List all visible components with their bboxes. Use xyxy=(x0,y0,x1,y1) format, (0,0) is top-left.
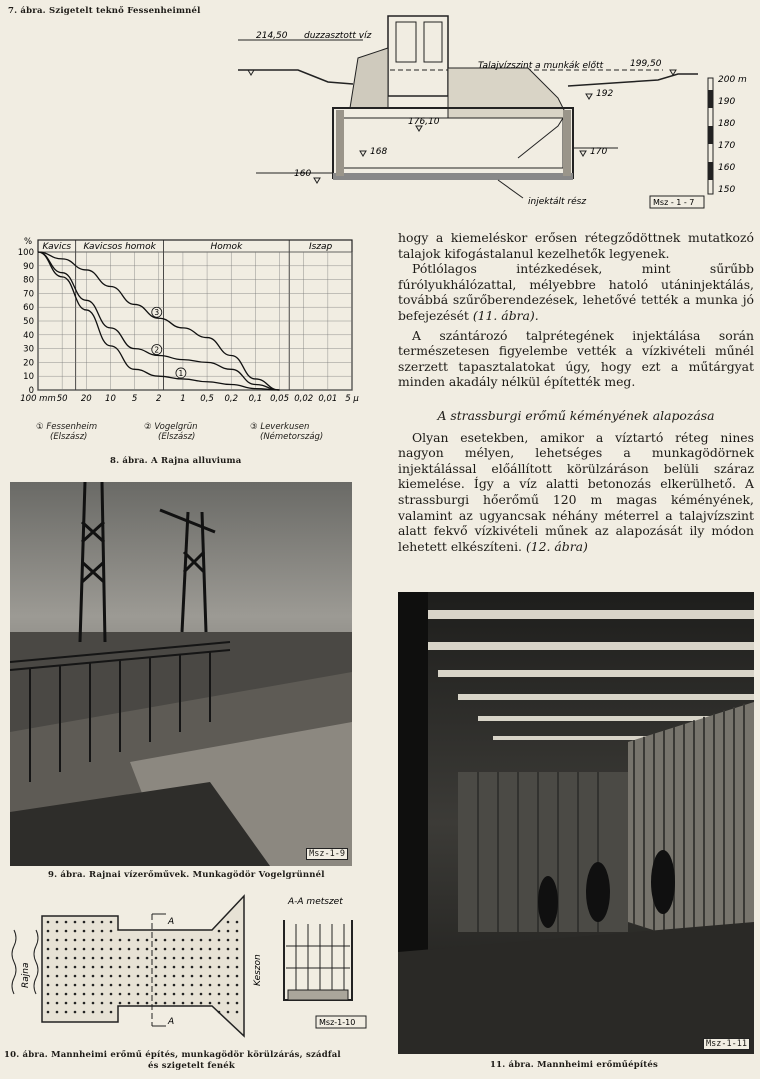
fig8-x-tick: 10 xyxy=(105,394,116,404)
injection-hole-dot xyxy=(47,921,50,924)
injection-hole-dot xyxy=(56,993,59,996)
injection-hole-dot xyxy=(74,966,77,969)
fig11-caption: 11. ábra. Mannheimi erőműépítés xyxy=(490,1060,659,1070)
injection-hole-dot xyxy=(191,966,194,969)
injection-hole-dot xyxy=(218,966,221,969)
fig7-level-168: 168 xyxy=(370,147,388,157)
injection-hole-dot xyxy=(164,948,167,951)
injection-hole-dot xyxy=(200,984,203,987)
injection-hole-dot xyxy=(227,975,230,978)
fig7-caption: 7. ábra. Szigetelt teknő Fessenheimnél xyxy=(8,6,201,16)
injection-hole-dot xyxy=(83,966,86,969)
fig7-scale-180: 180 xyxy=(718,119,736,129)
injection-hole-dot xyxy=(182,939,185,942)
legend-3-sub: (Németország) xyxy=(260,432,324,442)
injection-hole-dot xyxy=(191,939,194,942)
injection-hole-dot xyxy=(110,948,113,951)
fig8-x-tick: 5 μ xyxy=(345,394,359,404)
fig7-level-176: 176,10 xyxy=(408,117,440,127)
injection-hole-dot xyxy=(209,948,212,951)
injection-hole-dot xyxy=(227,1011,230,1014)
injection-hole-dot xyxy=(101,957,104,960)
injection-hole-dot xyxy=(173,957,176,960)
injection-hole-dot xyxy=(92,984,95,987)
injection-hole-dot xyxy=(110,930,113,933)
injection-hole-dot xyxy=(47,984,50,987)
injection-hole-dot xyxy=(128,975,131,978)
injection-hole-dot xyxy=(119,993,122,996)
injection-hole-dot xyxy=(182,1002,185,1005)
injection-hole-dot xyxy=(92,948,95,951)
injection-hole-dot xyxy=(218,930,221,933)
injection-hole-dot xyxy=(191,1002,194,1005)
injection-hole-dot xyxy=(191,984,194,987)
injection-hole-dot xyxy=(236,993,239,996)
injection-hole-dot xyxy=(83,957,86,960)
injection-hole-dot xyxy=(47,975,50,978)
injection-hole-dot xyxy=(146,984,149,987)
injection-hole-dot xyxy=(110,966,113,969)
injection-hole-dot xyxy=(92,930,95,933)
fig11-tag: Msz-1-11 xyxy=(703,1038,750,1050)
injection-hole-dot xyxy=(164,939,167,942)
fig7-level-199: 199,50 xyxy=(630,59,662,69)
injection-hole-dot xyxy=(182,966,185,969)
injection-hole-dot xyxy=(173,993,176,996)
injection-hole-dot xyxy=(155,948,158,951)
injection-hole-dot xyxy=(191,948,194,951)
injection-hole-dot xyxy=(128,984,131,987)
injection-hole-dot xyxy=(137,984,140,987)
fig10-plan xyxy=(6,890,374,1040)
injection-hole-dot xyxy=(119,1002,122,1005)
fig8-plot-frame xyxy=(38,240,352,390)
injection-hole-dot xyxy=(65,966,68,969)
injection-hole-dot xyxy=(155,984,158,987)
fig8-x-tick: 0,01 xyxy=(318,394,338,404)
injection-hole-dot xyxy=(155,993,158,996)
injection-hole-dot xyxy=(110,939,113,942)
injection-hole-dot xyxy=(56,1011,59,1014)
fig8-x-tick: 100 mm xyxy=(20,394,56,404)
fig11-photo xyxy=(398,592,754,1054)
fig7-scale-200: 200 m xyxy=(718,75,747,85)
fig8-y-label: % xyxy=(24,237,33,247)
fig8-y-tick: 60 xyxy=(23,303,34,314)
injection-hole-dot xyxy=(182,984,185,987)
injection-hole-dot xyxy=(83,948,86,951)
injection-hole-dot xyxy=(236,1011,239,1014)
injection-hole-dot xyxy=(209,957,212,960)
injection-hole-dot xyxy=(218,984,221,987)
injection-hole-dot xyxy=(83,921,86,924)
fig8-x-tick: 0,2 xyxy=(224,394,238,404)
injection-hole-dot xyxy=(191,957,194,960)
injection-hole-dot xyxy=(173,966,176,969)
injection-hole-dot xyxy=(164,975,167,978)
injection-hole-dot xyxy=(56,1002,59,1005)
fig10-label-keszon: Keszon xyxy=(253,954,263,986)
injection-hole-dot xyxy=(200,975,203,978)
injection-hole-dot xyxy=(128,939,131,942)
injection-hole-dot xyxy=(101,966,104,969)
fig8-x-tick: 5 xyxy=(131,394,138,404)
injection-hole-dot xyxy=(92,957,95,960)
injection-hole-dot xyxy=(218,975,221,978)
injection-hole-dot xyxy=(164,957,167,960)
fig8-series-1-label: 1 xyxy=(178,368,184,378)
paragraph-4 xyxy=(398,430,754,555)
fig9-tag: Msz-1-9 xyxy=(306,848,348,860)
injection-hole-dot xyxy=(65,948,68,951)
injection-hole-dot xyxy=(146,966,149,969)
injection-hole-dot xyxy=(227,948,230,951)
injection-hole-dot xyxy=(173,939,176,942)
injection-hole-dot xyxy=(56,939,59,942)
injection-hole-dot xyxy=(146,975,149,978)
fig8-y-tick: 70 xyxy=(23,289,34,300)
injection-hole-dot xyxy=(137,1002,140,1005)
injection-hole-dot xyxy=(74,930,77,933)
injection-hole-dot xyxy=(137,948,140,951)
injection-hole-dot xyxy=(236,975,239,978)
injection-hole-dot xyxy=(137,993,140,996)
injection-hole-dot xyxy=(110,957,113,960)
injection-hole-dot xyxy=(146,939,149,942)
injection-hole-dot xyxy=(83,939,86,942)
injection-hole-dot xyxy=(236,939,239,942)
injection-hole-dot xyxy=(209,984,212,987)
injection-hole-dot xyxy=(155,939,158,942)
fig8-x-tick: 0,1 xyxy=(248,394,263,404)
injection-hole-dot xyxy=(227,993,230,996)
injection-hole-dot xyxy=(83,993,86,996)
injection-hole-dot xyxy=(110,993,113,996)
legend-1-name: Fessenheim xyxy=(46,422,98,432)
injection-hole-dot xyxy=(83,984,86,987)
fig10-label-section: A-A metszet xyxy=(288,897,343,907)
injection-hole-dot xyxy=(101,930,104,933)
fig10-label-rajna: Rajna xyxy=(21,962,31,988)
injection-hole-dot xyxy=(65,984,68,987)
paragraph-2 xyxy=(398,261,754,323)
fig10-label-a-bottom: A xyxy=(168,1017,175,1027)
injection-hole-dot xyxy=(110,1002,113,1005)
fig7-level-192: 192 xyxy=(596,89,614,99)
injection-hole-dot xyxy=(128,948,131,951)
fig8-y-tick: 100 xyxy=(17,248,34,258)
injection-hole-dot xyxy=(56,966,59,969)
injection-hole-dot xyxy=(56,984,59,987)
injection-hole-dot xyxy=(164,966,167,969)
paragraph-2-ref: (11. ábra). xyxy=(468,307,539,323)
fig8-class-label: Kavicsos homok xyxy=(83,242,156,252)
fig8-y-tick: 0 xyxy=(28,386,34,396)
paragraph-4-text: Olyan esetekben, amikor a víztartó réteg nines nagyon mélyen, lehetséges a munkagödörnek injektálással előállított körülzáráson belüli száraz kiemelése. Így a víz alatti betonozás elkerülhető. A strassburgi hőerőmű 120 m magas kéményének, valamint az ugyancsak néhány méterrel a talajvízszint alatt fekvő vízkivételi műnek az alapozását ily módon lehetett elkészíteni. xyxy=(398,429,754,554)
injection-hole-dot xyxy=(56,948,59,951)
injection-hole-dot xyxy=(110,1011,113,1014)
injection-hole-dot xyxy=(110,921,113,924)
injection-hole-dot xyxy=(173,975,176,978)
injection-hole-dot xyxy=(137,966,140,969)
injection-hole-dot xyxy=(119,975,122,978)
injection-hole-dot xyxy=(47,930,50,933)
fig8-y-tick: 40 xyxy=(23,330,34,341)
injection-hole-dot xyxy=(218,1011,221,1014)
fig8-y-tick: 50 xyxy=(23,317,34,327)
injection-hole-dot xyxy=(65,921,68,924)
injection-hole-dot xyxy=(128,1002,131,1005)
injection-hole-dot xyxy=(74,921,77,924)
injection-hole-dot xyxy=(182,993,185,996)
injection-hole-dot xyxy=(74,939,77,942)
injection-hole-dot xyxy=(128,966,131,969)
injection-hole-dot xyxy=(155,966,158,969)
injection-hole-dot xyxy=(92,993,95,996)
fig7-label-duzzasztott: duzzasztott víz xyxy=(304,31,372,41)
injection-hole-dot xyxy=(128,993,131,996)
injection-hole-dot xyxy=(83,975,86,978)
paragraph-3: A szántározó talprétegének injektálása során természetesen figyelembe vették a vízkivételi műnél szerzett tapasztalatokat úgy, hogy ezt a műtárgyat minden akadály nélkül építették meg. xyxy=(398,327,754,390)
injection-hole-dot xyxy=(155,1002,158,1005)
injection-hole-dot xyxy=(128,957,131,960)
fig7-cross-section xyxy=(238,8,758,213)
injection-hole-dot xyxy=(218,993,221,996)
legend-2-sub: (Elszász) xyxy=(158,432,196,442)
injection-hole-dot xyxy=(101,993,104,996)
injection-hole-dot xyxy=(74,1011,77,1014)
fig8-x-tick: 0,5 xyxy=(200,394,214,404)
injection-hole-dot xyxy=(74,984,77,987)
injection-hole-dot xyxy=(47,993,50,996)
injection-hole-dot xyxy=(47,1011,50,1014)
injection-hole-dot xyxy=(101,921,104,924)
fig7-level-214: 214,50 xyxy=(256,31,288,41)
injection-hole-dot xyxy=(92,939,95,942)
injection-hole-dot xyxy=(218,939,221,942)
injection-hole-dot xyxy=(101,939,104,942)
injection-hole-dot xyxy=(74,975,77,978)
fig10-caption-line1: 10. ábra. Mannheimi erőmű építés, munkagödör körülzárás, szádfal xyxy=(4,1050,341,1060)
injection-hole-dot xyxy=(92,966,95,969)
fig8-series-2-label: 2 xyxy=(154,345,160,355)
injection-hole-dot xyxy=(146,948,149,951)
injection-hole-dot xyxy=(200,957,203,960)
fig8-x-tick: 1 xyxy=(180,394,186,404)
injection-hole-dot xyxy=(191,993,194,996)
injection-hole-dot xyxy=(65,993,68,996)
fig8-class-label: Homok xyxy=(210,242,243,252)
fig10-caption-line2: és szigetelt fenék xyxy=(148,1061,235,1071)
injection-hole-dot xyxy=(200,1002,203,1005)
injection-hole-dot xyxy=(56,975,59,978)
injection-hole-dot xyxy=(110,975,113,978)
fig7-tag: Msz - 1 - 7 xyxy=(653,198,695,207)
injection-hole-dot xyxy=(227,984,230,987)
injection-hole-dot xyxy=(92,1002,95,1005)
fig10-label-a-top: A xyxy=(168,917,175,927)
fig8-legend-2: ② Vogelgrün (Elszász) xyxy=(144,422,198,442)
legend-2-name: Vogelgrün xyxy=(154,422,198,432)
injection-hole-dot xyxy=(164,993,167,996)
fig8-y-tick: 20 xyxy=(23,358,34,369)
injection-hole-dot xyxy=(65,939,68,942)
injection-hole-dot xyxy=(173,1002,176,1005)
injection-hole-dot xyxy=(209,1002,212,1005)
injection-hole-dot xyxy=(227,939,230,942)
paragraph-1: hogy a kiemeléskor erősen rétegződöttnek mutatkozó talajok kifogástalanul kezelhetők legyenek. xyxy=(398,230,754,261)
fig8-class-label: Iszap xyxy=(308,242,333,252)
injection-hole-dot xyxy=(209,939,212,942)
injection-hole-dot xyxy=(155,957,158,960)
fig7-level-170: 170 xyxy=(590,147,608,157)
injection-hole-dot xyxy=(146,957,149,960)
fig7-level-160: 160 xyxy=(294,169,312,179)
injection-hole-dot xyxy=(56,921,59,924)
injection-hole-dot xyxy=(182,975,185,978)
injection-hole-dot xyxy=(209,966,212,969)
injection-hole-dot xyxy=(236,948,239,951)
injection-hole-dot xyxy=(227,966,230,969)
injection-hole-dot xyxy=(137,939,140,942)
injection-hole-dot xyxy=(65,957,68,960)
injection-hole-dot xyxy=(200,939,203,942)
fig8-x-tick: 20 xyxy=(80,394,92,404)
injection-hole-dot xyxy=(227,930,230,933)
fig8-y-tick: 90 xyxy=(23,261,34,272)
injection-hole-dot xyxy=(119,957,122,960)
injection-hole-dot xyxy=(101,1002,104,1005)
injection-hole-dot xyxy=(227,921,230,924)
injection-hole-dot xyxy=(101,984,104,987)
injection-hole-dot xyxy=(137,957,140,960)
injection-hole-dot xyxy=(218,957,221,960)
fig7-scale-170: 170 xyxy=(718,141,736,151)
injection-hole-dot xyxy=(47,948,50,951)
fig7-label-injektalt: injektált rész xyxy=(528,197,587,207)
injection-hole-dot xyxy=(182,948,185,951)
injection-hole-dot xyxy=(209,975,212,978)
fig7-scale-190: 190 xyxy=(718,97,736,107)
injection-hole-dot xyxy=(200,966,203,969)
injection-hole-dot xyxy=(227,1002,230,1005)
fig8-caption: 8. ábra. A Rajna alluviuma xyxy=(110,456,242,466)
paragraph-2-text: Pótlólagos intézkedések, mint sűrűbb fúrólyukhálózattal, mélyebbre hatoló utáninjektálás, továbbá szűrőberendezések, lehetővé tették a munka jó befejezését xyxy=(398,261,754,323)
injection-hole-dot xyxy=(74,948,77,951)
injection-hole-dot xyxy=(47,966,50,969)
injection-hole-dot xyxy=(236,966,239,969)
injection-hole-dot xyxy=(65,975,68,978)
injection-hole-dot xyxy=(236,1002,239,1005)
injection-hole-dot xyxy=(155,975,158,978)
injection-hole-dot xyxy=(146,1002,149,1005)
injection-hole-dot xyxy=(47,1002,50,1005)
injection-hole-dot xyxy=(119,939,122,942)
fig7-scale-160: 160 xyxy=(718,163,736,173)
injection-hole-dot xyxy=(74,957,77,960)
injection-hole-dot xyxy=(92,975,95,978)
fig8-legend-1: ① Fessenheim (Elszász) xyxy=(36,422,98,442)
article-text-block xyxy=(398,230,754,554)
fig8-y-tick: 10 xyxy=(23,372,34,383)
injection-hole-dot xyxy=(173,984,176,987)
injection-hole-dot xyxy=(65,930,68,933)
injection-hole-dot xyxy=(182,957,185,960)
injection-hole-dot xyxy=(164,984,167,987)
injection-hole-dot xyxy=(173,948,176,951)
fig8-x-tick: 2 xyxy=(156,394,162,404)
fig8-x-tick: 0,02 xyxy=(294,394,314,404)
fig7-label-talajviz: Talajvízszint a munkák előtt xyxy=(478,61,604,71)
injection-hole-dot xyxy=(101,975,104,978)
injection-hole-dot xyxy=(74,993,77,996)
injection-hole-dot xyxy=(56,957,59,960)
injection-hole-dot xyxy=(101,1011,104,1014)
injection-hole-dot xyxy=(119,948,122,951)
injection-hole-dot xyxy=(200,993,203,996)
legend-3-name: Leverkusen xyxy=(260,422,310,432)
injection-hole-dot xyxy=(218,1002,221,1005)
section-subheading: A strassburgi erőmű kéményének alapozása xyxy=(437,407,715,423)
fig8-grading-chart xyxy=(4,226,384,454)
injection-hole-dot xyxy=(101,948,104,951)
fig10-tag: Msz-1-10 xyxy=(319,1018,356,1027)
fig8-x-tick: 0,05 xyxy=(270,394,290,404)
fig7-scale-150: 150 xyxy=(718,185,736,195)
injection-hole-dot xyxy=(110,984,113,987)
injection-hole-dot xyxy=(83,1011,86,1014)
injection-hole-dot xyxy=(119,984,122,987)
injection-hole-dot xyxy=(236,930,239,933)
injection-hole-dot xyxy=(191,975,194,978)
injection-hole-dot xyxy=(119,966,122,969)
injection-hole-dot xyxy=(83,930,86,933)
injection-hole-dot xyxy=(56,930,59,933)
injection-hole-dot xyxy=(92,921,95,924)
injection-hole-dot xyxy=(137,975,140,978)
fig8-legend-3: ③ Leverkusen (Németország) xyxy=(250,422,324,442)
injection-hole-dot xyxy=(236,921,239,924)
injection-hole-dot xyxy=(47,957,50,960)
injection-hole-dot xyxy=(236,957,239,960)
fig8-y-tick: 30 xyxy=(23,344,34,355)
injection-hole-dot xyxy=(83,1002,86,1005)
injection-hole-dot xyxy=(227,957,230,960)
injection-hole-dot xyxy=(65,1002,68,1005)
fig8-class-label: Kavics xyxy=(42,242,72,252)
fig9-caption: 9. ábra. Rajnai vízerőművek. Munkagödör Vogelgrünnél xyxy=(48,870,325,880)
injection-hole-dot xyxy=(236,984,239,987)
fig8-y-tick: 80 xyxy=(23,275,34,286)
injection-hole-dot xyxy=(200,948,203,951)
fig9-photo xyxy=(10,482,352,866)
injection-hole-dot xyxy=(74,1002,77,1005)
fig8-series-3-label: 3 xyxy=(154,308,160,318)
injection-hole-dot xyxy=(65,1011,68,1014)
fig8-x-tick: 50 xyxy=(56,394,68,404)
injection-hole-dot xyxy=(92,1011,95,1014)
injection-hole-dot xyxy=(209,993,212,996)
injection-hole-dot xyxy=(164,1002,167,1005)
injection-hole-dot xyxy=(47,939,50,942)
legend-1-sub: (Elszász) xyxy=(50,432,88,442)
injection-hole-dot xyxy=(218,948,221,951)
injection-hole-dot xyxy=(146,993,149,996)
paragraph-4-ref: (12. ábra) xyxy=(522,538,588,554)
